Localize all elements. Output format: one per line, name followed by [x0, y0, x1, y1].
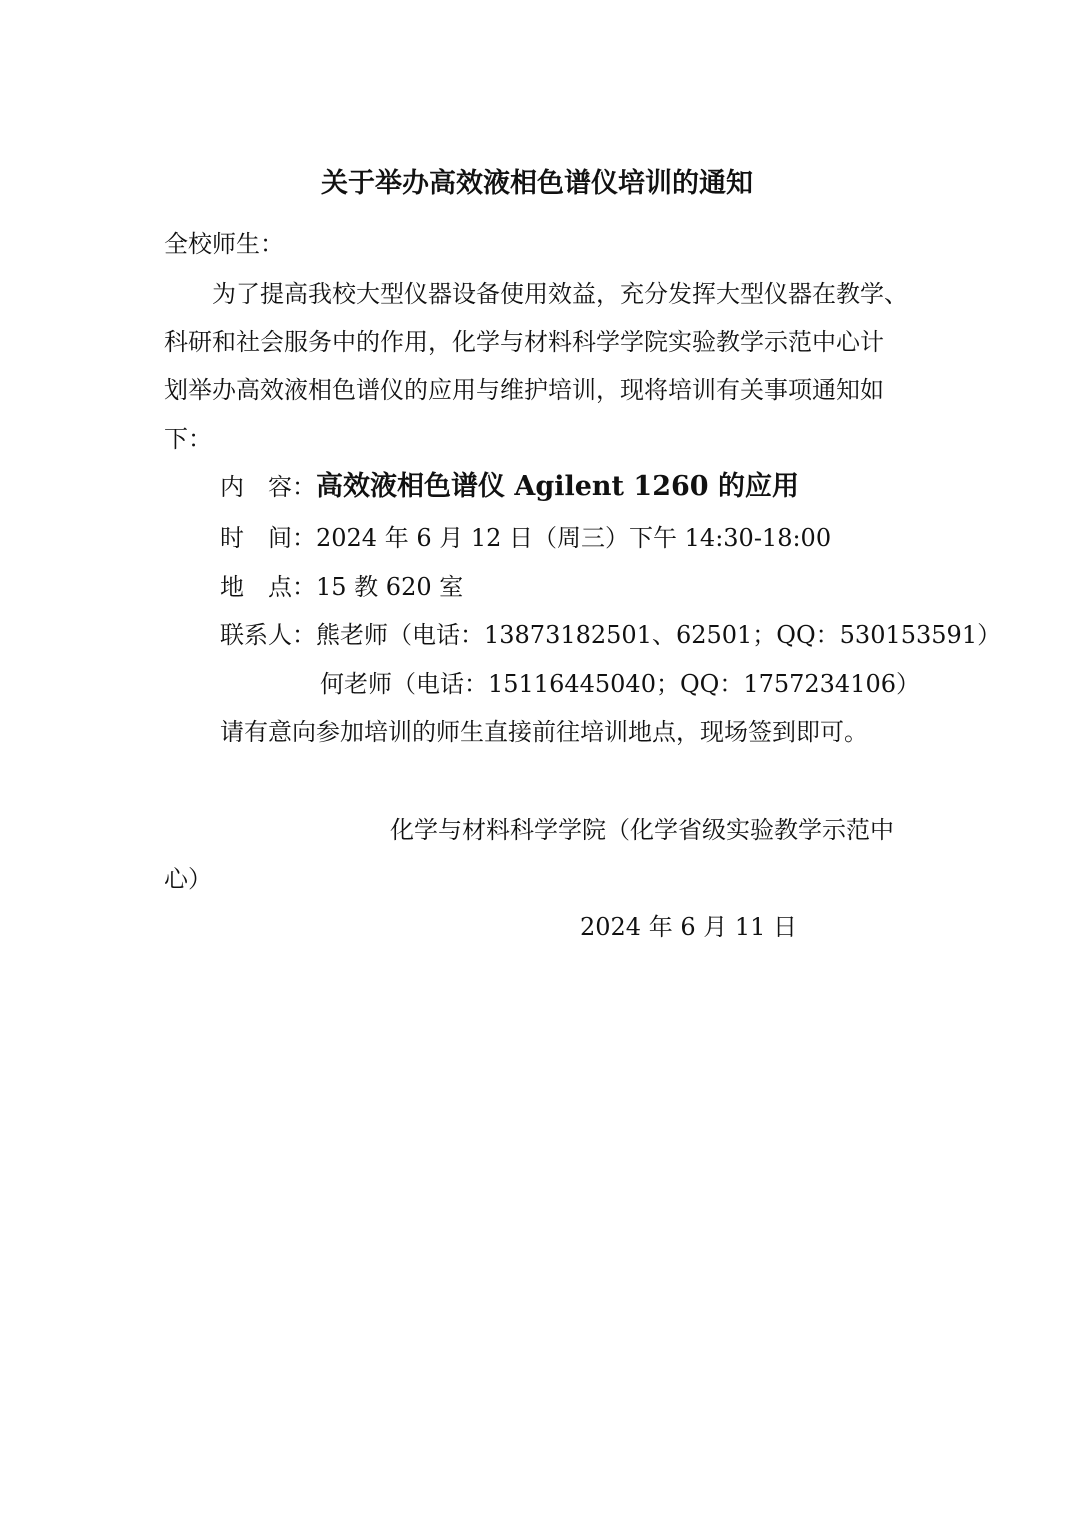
body-line-4: 下：: [164, 425, 212, 453]
body-line-3: 划举办高效液相色谱仪的应用与维护培训，现将培训有关事项通知如: [164, 376, 884, 404]
signature-date: 2024 年 6 月 11 日: [580, 913, 798, 941]
time-label: 时 间：: [220, 524, 316, 552]
salutation: 全校师生：: [164, 230, 284, 258]
time-row: [220, 522, 831, 554]
contact-label: 联系人：: [220, 621, 316, 649]
content-value: 高效液相色谱仪 Agilent 1260 的应用: [316, 471, 799, 502]
body-line-1: 为了提高我校大型仪器设备使用效益，充分发挥大型仪器在教学、: [212, 280, 908, 308]
signature-org-line-1: 化学与材料科学学院（化学省级实验教学示范中: [390, 816, 894, 844]
location-label: 地 点：: [220, 573, 316, 601]
content-row: [220, 471, 799, 503]
notice-title: 关于举办高效液相色谱仪培训的通知: [321, 168, 753, 199]
location-row: [220, 571, 463, 603]
contact-row-2: 何老师（电话：15116445040；QQ：1757234106）: [320, 670, 921, 698]
content-label: 内 容：: [220, 473, 316, 501]
contact-1: 熊老师（电话：13873182501、62501；QQ：530153591）: [316, 621, 1002, 649]
body-line-2: 科研和社会服务中的作用，化学与材料科学学院实验教学示范中心计: [164, 328, 884, 356]
location-value: 15 教 620 室: [316, 573, 464, 601]
signature-org-line-2: 心）: [164, 865, 212, 893]
time-value: 2024 年 6 月 12 日（周三）下午 14:30-18:00: [316, 524, 832, 552]
contact-row-1: [220, 619, 1001, 651]
closing-line: 请有意向参加培训的师生直接前往培训地点，现场签到即可。: [220, 718, 868, 746]
